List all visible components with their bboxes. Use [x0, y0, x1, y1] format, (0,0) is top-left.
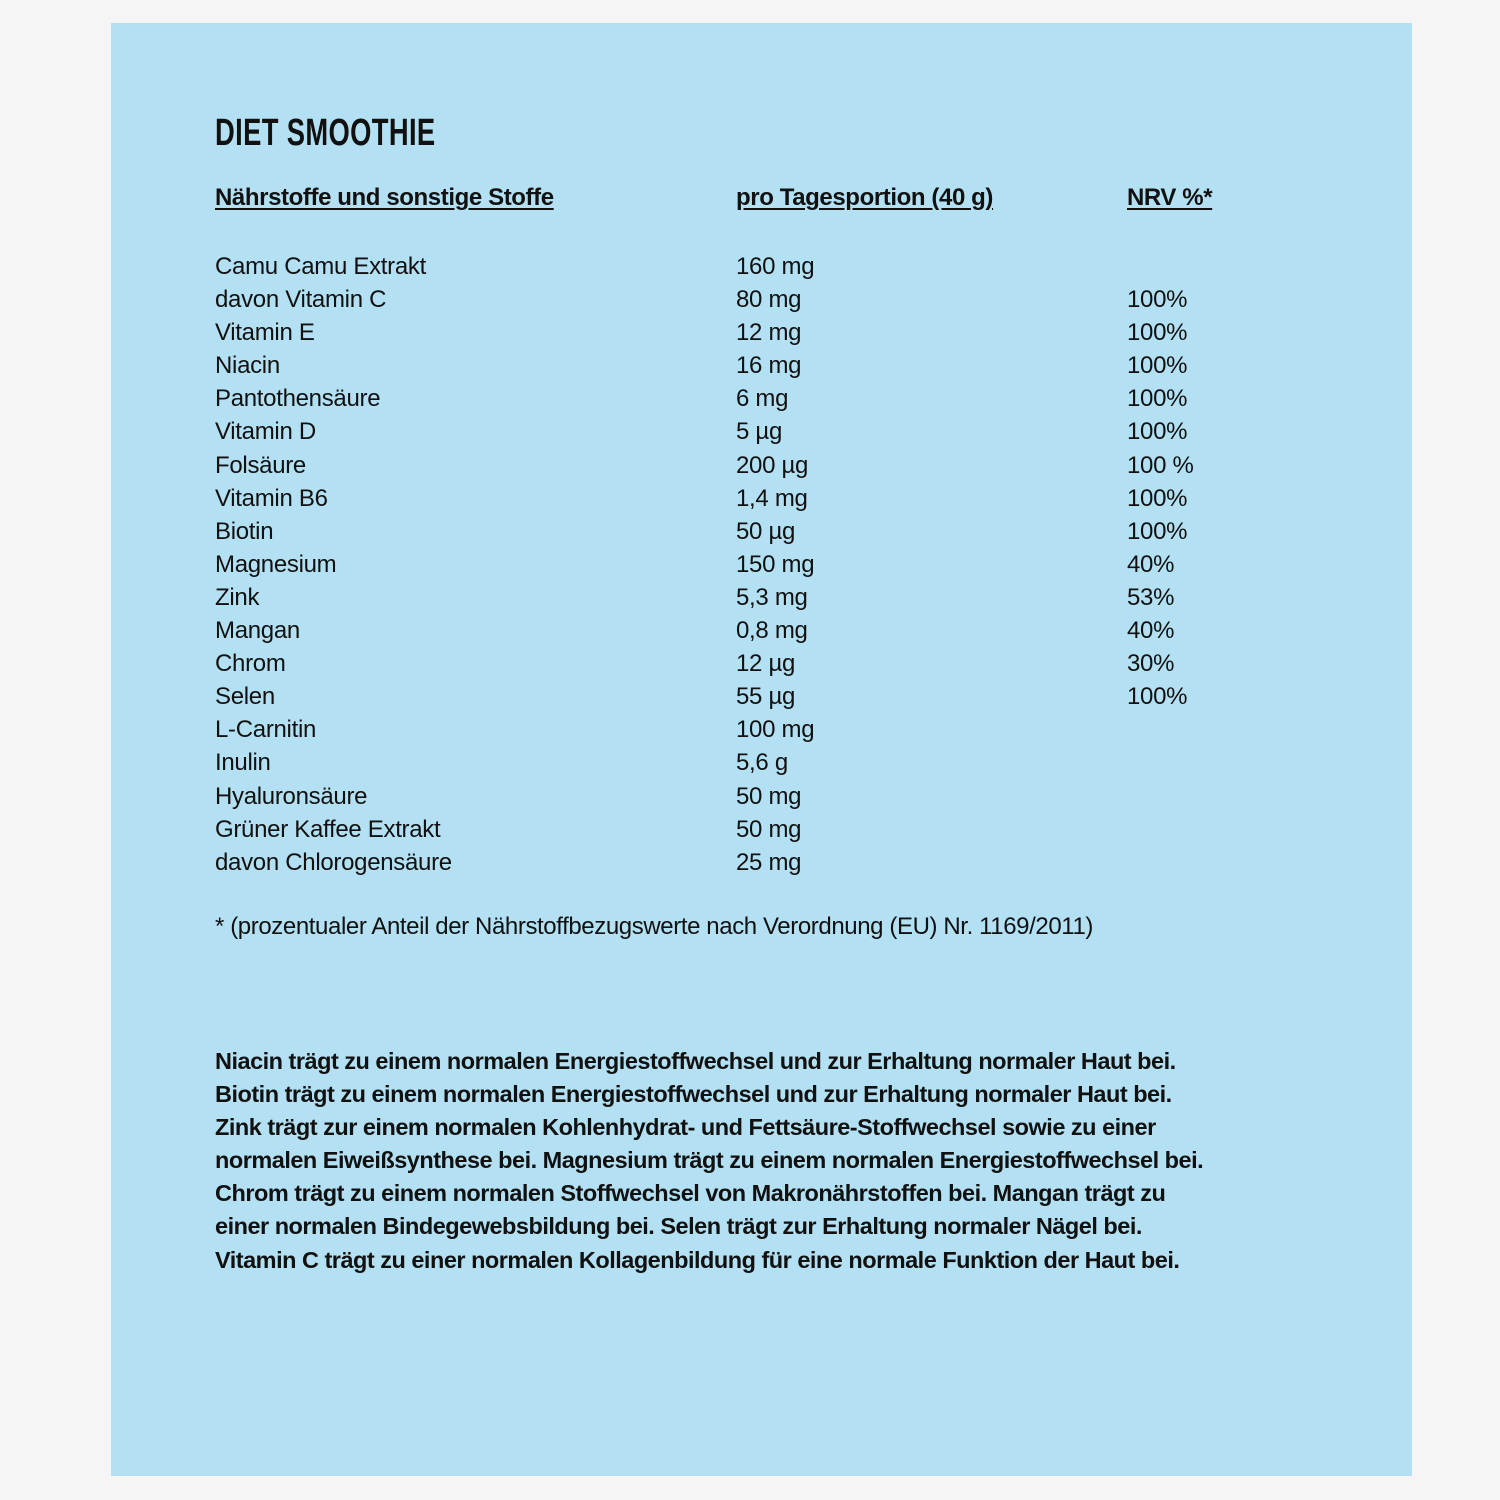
nutrient-name: Pantothensäure — [215, 385, 381, 413]
nutrient-amount: 25 mg — [736, 848, 802, 876]
nutrient-nrv: 100% — [1127, 385, 1188, 413]
table-row — [0, 482, 1300, 515]
nutrient-name: davon Vitamin C — [215, 286, 387, 314]
header-nutrient: Nährstoffe und sonstige Stoffe — [215, 184, 554, 211]
nutrient-amount: 50 µg — [736, 517, 796, 545]
nutrient-name: Inulin — [215, 749, 271, 777]
nutrient-name: Niacin — [215, 352, 280, 380]
nutrient-amount: 5,3 mg — [736, 583, 808, 611]
nutrient-amount: 160 mg — [736, 253, 815, 280]
nutrient-name: Vitamin B6 — [215, 484, 328, 512]
nutrient-nrv: 100% — [1127, 352, 1188, 380]
table-row — [0, 415, 1300, 448]
nutrient-nrv: 40% — [1127, 617, 1175, 645]
nutrient-amount: 50 mg — [736, 782, 802, 810]
nutrient-nrv: 100% — [1127, 683, 1188, 711]
nutrient-nrv: 40% — [1127, 550, 1175, 578]
table-row — [0, 647, 1300, 680]
nutrient-name: Mangan — [215, 617, 300, 645]
header-nrv: NRV %* — [1127, 184, 1213, 211]
nutrient-name: Chrom — [215, 650, 286, 678]
table-row — [0, 846, 1300, 879]
nutrient-amount: 6 mg — [736, 385, 789, 413]
claim-line: Biotin trägt zu einem normalen Energiestoffwechsel und zur Erhaltung normaler Haut bei. — [215, 1081, 1172, 1108]
nutrient-table — [0, 250, 1300, 879]
table-row — [0, 746, 1300, 779]
nutrient-nrv: 100% — [1127, 517, 1188, 545]
table-row — [0, 250, 1300, 283]
nutrient-name: Vitamin D — [215, 418, 316, 446]
table-row — [0, 316, 1300, 349]
nutrient-amount: 12 mg — [736, 319, 802, 347]
nutrient-amount: 1,4 mg — [736, 484, 808, 512]
nutrient-nrv: 53% — [1127, 583, 1175, 611]
nutrient-amount: 200 µg — [736, 451, 809, 479]
footnote: * (prozentualer Anteil der Nährstoffbezugswerte nach Verordnung (EU) Nr. 1169/2011) — [215, 913, 1093, 940]
claim-line: Vitamin C trägt zu einer normalen Kollagenbildung für eine normale Funktion der Haut bei. — [215, 1246, 1180, 1273]
nutrient-name: Vitamin E — [215, 319, 315, 347]
nutrient-amount: 150 mg — [736, 550, 815, 578]
claim-line: einer normalen Bindegewebsbildung bei. Selen trägt zur Erhaltung normaler Nägel bei. — [215, 1213, 1142, 1240]
table-row — [0, 515, 1300, 548]
table-row — [0, 614, 1300, 647]
nutrient-amount: 16 mg — [736, 352, 802, 380]
health-claims — [215, 1045, 1203, 1277]
table-row — [0, 382, 1300, 415]
nutrient-name: Hyaluronsäure — [215, 782, 368, 810]
claim-line: normalen Eiweißsynthese bei. Magnesium trägt zu einem normalen Energiestoffwechsel bei. — [215, 1147, 1204, 1174]
nutrient-name: Zink — [215, 583, 260, 611]
product-title: DIET SMOOTHIE — [215, 112, 436, 154]
nutrient-nrv: 100% — [1127, 418, 1188, 446]
nutrient-nrv: 30% — [1127, 650, 1175, 678]
nutrient-amount: 100 mg — [736, 716, 815, 744]
nutrient-name: L-Carnitin — [215, 716, 317, 744]
table-row — [0, 680, 1300, 713]
nutrient-amount: 5,6 g — [736, 749, 788, 777]
nutrient-name: Folsäure — [215, 451, 306, 479]
nutrient-nrv: 100% — [1127, 286, 1188, 314]
nutrient-name: Camu Camu Extrakt — [215, 253, 426, 280]
table-row — [0, 349, 1300, 382]
table-row — [0, 780, 1300, 813]
nutrient-amount: 0,8 mg — [736, 617, 808, 645]
nutrient-name: Magnesium — [215, 550, 337, 578]
nutrient-amount: 12 µg — [736, 650, 796, 678]
table-row — [0, 813, 1300, 846]
nutrient-name: Biotin — [215, 517, 274, 545]
table-row — [0, 449, 1300, 482]
claim-line: Chrom trägt zu einem normalen Stoffwechsel von Makronährstoffen bei. Mangan trägt zu — [215, 1180, 1166, 1207]
nutrient-amount: 80 mg — [736, 286, 802, 314]
table-row — [0, 713, 1300, 746]
header-amount: pro Tagesportion (40 g) — [736, 184, 994, 211]
claim-line: Niacin trägt zu einem normalen Energiestoffwechsel und zur Erhaltung normaler Haut bei. — [215, 1048, 1176, 1074]
nutrient-amount: 50 mg — [736, 815, 802, 843]
table-row — [0, 548, 1300, 581]
nutrient-name: davon Chlorogensäure — [215, 848, 452, 876]
nutrient-amount: 5 µg — [736, 418, 782, 446]
nutrient-nrv: 100% — [1127, 484, 1188, 512]
nutrient-amount: 55 µg — [736, 683, 796, 711]
table-row — [0, 581, 1300, 614]
nutrient-nrv: 100% — [1127, 319, 1188, 347]
table-row — [0, 283, 1300, 316]
nutrient-nrv: 100 % — [1127, 451, 1194, 479]
nutrient-name: Grüner Kaffee Extrakt — [215, 815, 441, 843]
nutrient-name: Selen — [215, 683, 275, 711]
claim-line: Zink trägt zur einem normalen Kohlenhydrat- und Fettsäure-Stoffwechsel sowie zu einer — [215, 1114, 1156, 1141]
